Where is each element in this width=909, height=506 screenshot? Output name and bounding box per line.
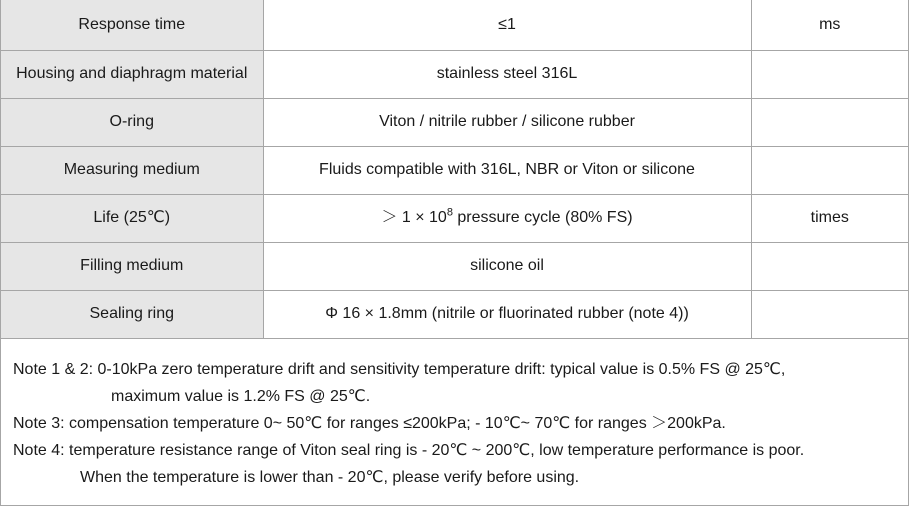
note-1-2-line-1: Note 1 & 2: 0-10kPa zero temperature drift and sensitivity temperature drift: typical value is 0.5% FS @ 25℃,: [13, 361, 786, 378]
table-row: [1, 194, 908, 242]
row-value: Φ 16 × 1.8mm (nitrile or fluorinated rubber (note 4)): [263, 290, 751, 338]
row-label: Sealing ring: [1, 290, 263, 338]
row-label: Filling medium: [1, 242, 263, 290]
row-value: [263, 194, 751, 242]
table-row: [1, 290, 908, 338]
row-value: Viton / nitrile rubber / silicone rubber: [263, 98, 751, 146]
note-1-2-line-2: maximum value is 1.2% FS @ 25℃.: [111, 388, 371, 405]
row-label: Housing and diaphragm material: [1, 50, 263, 98]
table-row: [1, 50, 908, 98]
note-3: Note 3: compensation temperature 0~ 50℃ for ranges ≤200kPa; - 10℃~ 70℃ for ranges ＞200kPa.: [13, 415, 726, 432]
row-unit: [751, 98, 908, 146]
value-suffix: pressure cycle (80% FS): [452, 209, 633, 226]
row-value: silicone oil: [263, 242, 751, 290]
row-value: stainless steel 316L: [263, 50, 751, 98]
table-row: [1, 242, 908, 290]
row-label: Measuring medium: [1, 146, 263, 194]
row-unit: [751, 50, 908, 98]
row-label: Life (25℃): [1, 194, 263, 242]
value-exponent: 8: [446, 206, 453, 219]
row-unit: [751, 242, 908, 290]
specification-table: [1, 0, 908, 339]
table-row: [1, 146, 908, 194]
table-row: [1, 98, 908, 146]
row-unit: [751, 290, 908, 338]
note-4-line-1: Note 4: temperature resistance range of Viton seal ring is - 20℃ ~ 200℃, low temperature performance is poor.: [13, 442, 805, 459]
row-unit: [751, 146, 908, 194]
row-value: Fluids compatible with 316L, NBR or Viton or silicone: [263, 146, 751, 194]
note-4-line-2: When the temperature is lower than - 20℃, please verify before using.: [80, 469, 580, 486]
table-row: [1, 0, 908, 50]
row-value: ≤1: [263, 0, 751, 50]
row-label: Response time: [1, 0, 263, 50]
row-unit: ms: [751, 0, 908, 50]
row-unit: times: [751, 194, 908, 242]
row-label: O-ring: [1, 98, 263, 146]
value-prefix: ＞ 1 × 10: [381, 209, 447, 226]
notes-section: [13, 356, 903, 491]
